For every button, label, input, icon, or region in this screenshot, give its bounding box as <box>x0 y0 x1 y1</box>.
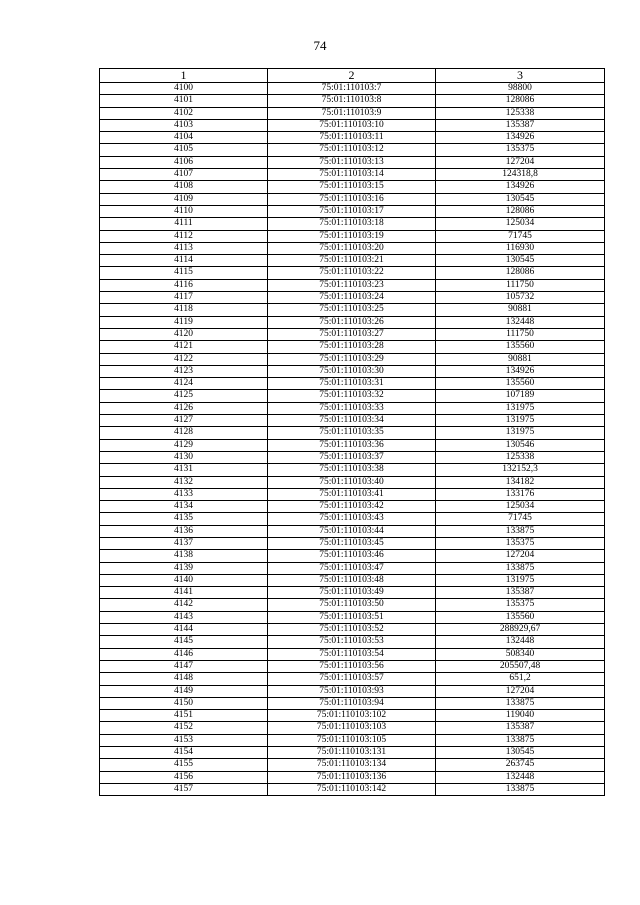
cadastral-number-cell: 75:01:110103:9 <box>268 107 436 119</box>
table-row <box>100 218 605 230</box>
value-cell: 135387 <box>436 587 605 599</box>
cadastral-number-cell: 75:01:110103:23 <box>268 279 436 291</box>
row-number-cell: 4124 <box>100 378 268 390</box>
table-row <box>100 501 605 513</box>
value-cell: 125034 <box>436 501 605 513</box>
value-cell: 130545 <box>436 747 605 759</box>
row-number-cell: 4134 <box>100 501 268 513</box>
value-cell: 134926 <box>436 132 605 144</box>
cadastral-number-cell: 75:01:110103:54 <box>268 648 436 660</box>
table-row <box>100 550 605 562</box>
value-cell: 133875 <box>436 525 605 537</box>
cadastral-number-cell: 75:01:110103:131 <box>268 747 436 759</box>
row-number-cell: 4133 <box>100 488 268 500</box>
cadastral-number-cell: 75:01:110103:50 <box>268 599 436 611</box>
cadastral-number-cell: 75:01:110103:28 <box>268 341 436 353</box>
value-cell: 127204 <box>436 550 605 562</box>
table-row <box>100 673 605 685</box>
row-number-cell: 4147 <box>100 660 268 672</box>
cadastral-number-cell: 75:01:110103:37 <box>268 451 436 463</box>
table-row <box>100 513 605 525</box>
row-number-cell: 4145 <box>100 636 268 648</box>
row-number-cell: 4153 <box>100 734 268 746</box>
row-number-cell: 4151 <box>100 710 268 722</box>
cadastral-number-cell: 75:01:110103:26 <box>268 316 436 328</box>
table-row <box>100 242 605 254</box>
table-row <box>100 328 605 340</box>
value-cell: 132448 <box>436 316 605 328</box>
row-number-cell: 4109 <box>100 193 268 205</box>
page-number: 74 <box>313 38 327 53</box>
value-cell: 124318,8 <box>436 169 605 181</box>
cadastral-number-cell: 75:01:110103:22 <box>268 267 436 279</box>
row-number-cell: 4115 <box>100 267 268 279</box>
table-row <box>100 156 605 168</box>
row-number-cell: 4107 <box>100 169 268 181</box>
row-number-cell: 4113 <box>100 242 268 254</box>
cadastral-number-cell: 75:01:110103:31 <box>268 378 436 390</box>
row-number-cell: 4108 <box>100 181 268 193</box>
value-cell: 133176 <box>436 488 605 500</box>
cadastral-number-cell: 75:01:110103:20 <box>268 242 436 254</box>
value-cell: 131975 <box>436 427 605 439</box>
row-number-cell: 4103 <box>100 119 268 131</box>
table-row <box>100 402 605 414</box>
cadastral-number-cell: 75:01:110103:17 <box>268 205 436 217</box>
cadastral-number-cell: 75:01:110103:136 <box>268 771 436 783</box>
cadastral-number-cell: 75:01:110103:15 <box>268 181 436 193</box>
table-row <box>100 599 605 611</box>
cadastral-number-cell: 75:01:110103:27 <box>268 328 436 340</box>
row-number-cell: 4120 <box>100 328 268 340</box>
cadastral-number-cell: 75:01:110103:41 <box>268 488 436 500</box>
row-number-cell: 4100 <box>100 83 268 95</box>
value-cell: 135387 <box>436 119 605 131</box>
value-cell: 134926 <box>436 365 605 377</box>
table-row <box>100 316 605 328</box>
value-cell: 111750 <box>436 279 605 291</box>
value-cell: 130546 <box>436 439 605 451</box>
table-row <box>100 710 605 722</box>
table-row <box>100 685 605 697</box>
value-cell: 131975 <box>436 415 605 427</box>
value-cell: 134182 <box>436 476 605 488</box>
row-number-cell: 4139 <box>100 562 268 574</box>
value-cell: 127204 <box>436 156 605 168</box>
table-row <box>100 488 605 500</box>
table-row <box>100 611 605 623</box>
cadastral-number-cell: 75:01:110103:14 <box>268 169 436 181</box>
table-row <box>100 107 605 119</box>
row-number-cell: 4104 <box>100 132 268 144</box>
row-number-cell: 4136 <box>100 525 268 537</box>
cadastral-number-cell: 75:01:110103:10 <box>268 119 436 131</box>
cadastral-number-cell: 75:01:110103:24 <box>268 292 436 304</box>
cadastral-number-cell: 75:01:110103:48 <box>268 574 436 586</box>
value-cell: 125338 <box>436 107 605 119</box>
value-cell: 111750 <box>436 328 605 340</box>
value-cell: 133875 <box>436 783 605 795</box>
row-number-cell: 4117 <box>100 292 268 304</box>
row-number-cell: 4105 <box>100 144 268 156</box>
value-cell: 135560 <box>436 341 605 353</box>
cadastral-number-cell: 75:01:110103:18 <box>268 218 436 230</box>
value-cell: 128086 <box>436 95 605 107</box>
cadastral-number-cell: 75:01:110103:12 <box>268 144 436 156</box>
value-cell: 98800 <box>436 83 605 95</box>
table-row <box>100 255 605 267</box>
value-cell: 116930 <box>436 242 605 254</box>
cadastral-number-cell: 75:01:110103:16 <box>268 193 436 205</box>
value-cell: 119040 <box>436 710 605 722</box>
table-row <box>100 95 605 107</box>
table-row <box>100 759 605 771</box>
cadastral-number-cell: 75:01:110103:134 <box>268 759 436 771</box>
row-number-cell: 4152 <box>100 722 268 734</box>
table-row <box>100 181 605 193</box>
value-cell: 105732 <box>436 292 605 304</box>
cadastral-number-cell: 75:01:110103:45 <box>268 537 436 549</box>
table-row <box>100 464 605 476</box>
row-number-cell: 4146 <box>100 648 268 660</box>
table-row <box>100 169 605 181</box>
row-number-cell: 4155 <box>100 759 268 771</box>
row-number-cell: 4142 <box>100 599 268 611</box>
row-number-cell: 4127 <box>100 415 268 427</box>
row-number-cell: 4137 <box>100 537 268 549</box>
cadastral-number-cell: 75:01:110103:42 <box>268 501 436 513</box>
row-number-cell: 4122 <box>100 353 268 365</box>
value-cell: 508340 <box>436 648 605 660</box>
row-number-cell: 4106 <box>100 156 268 168</box>
table-row <box>100 476 605 488</box>
table-row <box>100 734 605 746</box>
cadastral-number-cell: 75:01:110103:19 <box>268 230 436 242</box>
value-cell: 125338 <box>436 451 605 463</box>
value-cell: 132448 <box>436 771 605 783</box>
value-cell: 71745 <box>436 230 605 242</box>
table-row <box>100 697 605 709</box>
cadastral-number-cell: 75:01:110103:51 <box>268 611 436 623</box>
value-cell: 135560 <box>436 611 605 623</box>
value-cell: 131975 <box>436 574 605 586</box>
value-cell: 128086 <box>436 267 605 279</box>
cadastral-number-cell: 75:01:110103:7 <box>268 83 436 95</box>
cadastral-number-cell: 75:01:110103:142 <box>268 783 436 795</box>
value-cell: 135560 <box>436 378 605 390</box>
table-row <box>100 205 605 217</box>
value-cell: 135375 <box>436 537 605 549</box>
value-cell: 90881 <box>436 353 605 365</box>
value-cell: 133875 <box>436 697 605 709</box>
row-number-cell: 4126 <box>100 402 268 414</box>
table-row <box>100 378 605 390</box>
table-row <box>100 304 605 316</box>
cadastral-number-cell: 75:01:110103:52 <box>268 624 436 636</box>
column-header-1: 1 <box>100 69 268 83</box>
row-number-cell: 4141 <box>100 587 268 599</box>
value-cell: 263745 <box>436 759 605 771</box>
value-cell: 128086 <box>436 205 605 217</box>
value-cell: 135375 <box>436 144 605 156</box>
cadastral-number-cell: 75:01:110103:46 <box>268 550 436 562</box>
cadastral-number-cell: 75:01:110103:35 <box>268 427 436 439</box>
cadastral-number-cell: 75:01:110103:8 <box>268 95 436 107</box>
row-number-cell: 4154 <box>100 747 268 759</box>
table-row <box>100 451 605 463</box>
column-header-3: 3 <box>436 69 605 83</box>
row-number-cell: 4149 <box>100 685 268 697</box>
cadastral-number-cell: 75:01:110103:11 <box>268 132 436 144</box>
value-cell: 135387 <box>436 722 605 734</box>
cadastral-number-cell: 75:01:110103:102 <box>268 710 436 722</box>
row-number-cell: 4102 <box>100 107 268 119</box>
value-cell: 131975 <box>436 402 605 414</box>
cadastral-number-cell: 75:01:110103:103 <box>268 722 436 734</box>
table-row <box>100 439 605 451</box>
row-number-cell: 4121 <box>100 341 268 353</box>
row-number-cell: 4130 <box>100 451 268 463</box>
value-cell: 130545 <box>436 193 605 205</box>
table-row <box>100 747 605 759</box>
value-cell: 127204 <box>436 685 605 697</box>
table-row <box>100 230 605 242</box>
table-row <box>100 537 605 549</box>
table-row <box>100 353 605 365</box>
value-cell: 135375 <box>436 599 605 611</box>
row-number-cell: 4111 <box>100 218 268 230</box>
table-row <box>100 783 605 795</box>
table-row <box>100 587 605 599</box>
value-cell: 107189 <box>436 390 605 402</box>
value-cell: 651,2 <box>436 673 605 685</box>
row-number-cell: 4140 <box>100 574 268 586</box>
table-row <box>100 267 605 279</box>
table-row <box>100 83 605 95</box>
row-number-cell: 4138 <box>100 550 268 562</box>
table-body <box>100 83 605 796</box>
cadastral-number-cell: 75:01:110103:53 <box>268 636 436 648</box>
table-row <box>100 427 605 439</box>
cadastral-number-cell: 75:01:110103:38 <box>268 464 436 476</box>
row-number-cell: 4128 <box>100 427 268 439</box>
cadastral-number-cell: 75:01:110103:56 <box>268 660 436 672</box>
row-number-cell: 4118 <box>100 304 268 316</box>
row-number-cell: 4143 <box>100 611 268 623</box>
row-number-cell: 4114 <box>100 255 268 267</box>
table-row <box>100 390 605 402</box>
table-row <box>100 525 605 537</box>
value-cell: 132152,3 <box>436 464 605 476</box>
cadastral-number-cell: 75:01:110103:33 <box>268 402 436 414</box>
table-row <box>100 144 605 156</box>
table-row <box>100 624 605 636</box>
cadastral-number-cell: 75:01:110103:34 <box>268 415 436 427</box>
row-number-cell: 4157 <box>100 783 268 795</box>
value-cell: 134926 <box>436 181 605 193</box>
table-row <box>100 292 605 304</box>
table-row <box>100 722 605 734</box>
value-cell: 71745 <box>436 513 605 525</box>
data-table <box>99 68 605 796</box>
table-row <box>100 660 605 672</box>
row-number-cell: 4135 <box>100 513 268 525</box>
cadastral-number-cell: 75:01:110103:49 <box>268 587 436 599</box>
cadastral-number-cell: 75:01:110103:29 <box>268 353 436 365</box>
table-row <box>100 341 605 353</box>
table-row <box>100 562 605 574</box>
value-cell: 133875 <box>436 562 605 574</box>
cadastral-number-cell: 75:01:110103:13 <box>268 156 436 168</box>
value-cell: 90881 <box>436 304 605 316</box>
value-cell: 133875 <box>436 734 605 746</box>
cadastral-number-cell: 75:01:110103:93 <box>268 685 436 697</box>
table-row <box>100 636 605 648</box>
row-number-cell: 4116 <box>100 279 268 291</box>
column-header-2: 2 <box>268 69 436 83</box>
cadastral-number-cell: 75:01:110103:94 <box>268 697 436 709</box>
row-number-cell: 4144 <box>100 624 268 636</box>
value-cell: 205507,48 <box>436 660 605 672</box>
row-number-cell: 4148 <box>100 673 268 685</box>
value-cell: 288929,67 <box>436 624 605 636</box>
table-row <box>100 771 605 783</box>
cadastral-number-cell: 75:01:110103:44 <box>268 525 436 537</box>
row-number-cell: 4150 <box>100 697 268 709</box>
row-number-cell: 4131 <box>100 464 268 476</box>
cadastral-number-cell: 75:01:110103:30 <box>268 365 436 377</box>
cadastral-number-cell: 75:01:110103:43 <box>268 513 436 525</box>
table-row <box>100 415 605 427</box>
table-row <box>100 279 605 291</box>
cadastral-number-cell: 75:01:110103:36 <box>268 439 436 451</box>
table-row <box>100 132 605 144</box>
table-row <box>100 119 605 131</box>
cadastral-number-cell: 75:01:110103:40 <box>268 476 436 488</box>
cadastral-number-cell: 75:01:110103:25 <box>268 304 436 316</box>
table-row <box>100 193 605 205</box>
value-cell: 130545 <box>436 255 605 267</box>
row-number-cell: 4119 <box>100 316 268 328</box>
row-number-cell: 4125 <box>100 390 268 402</box>
value-cell: 125034 <box>436 218 605 230</box>
cadastral-number-cell: 75:01:110103:57 <box>268 673 436 685</box>
cadastral-number-cell: 75:01:110103:32 <box>268 390 436 402</box>
row-number-cell: 4132 <box>100 476 268 488</box>
row-number-cell: 4156 <box>100 771 268 783</box>
table-header-row <box>100 69 605 83</box>
row-number-cell: 4112 <box>100 230 268 242</box>
row-number-cell: 4123 <box>100 365 268 377</box>
table-row <box>100 648 605 660</box>
cadastral-number-cell: 75:01:110103:105 <box>268 734 436 746</box>
row-number-cell: 4129 <box>100 439 268 451</box>
cadastral-number-cell: 75:01:110103:47 <box>268 562 436 574</box>
row-number-cell: 4110 <box>100 205 268 217</box>
row-number-cell: 4101 <box>100 95 268 107</box>
table-row <box>100 365 605 377</box>
value-cell: 132448 <box>436 636 605 648</box>
cadastral-number-cell: 75:01:110103:21 <box>268 255 436 267</box>
table-row <box>100 574 605 586</box>
